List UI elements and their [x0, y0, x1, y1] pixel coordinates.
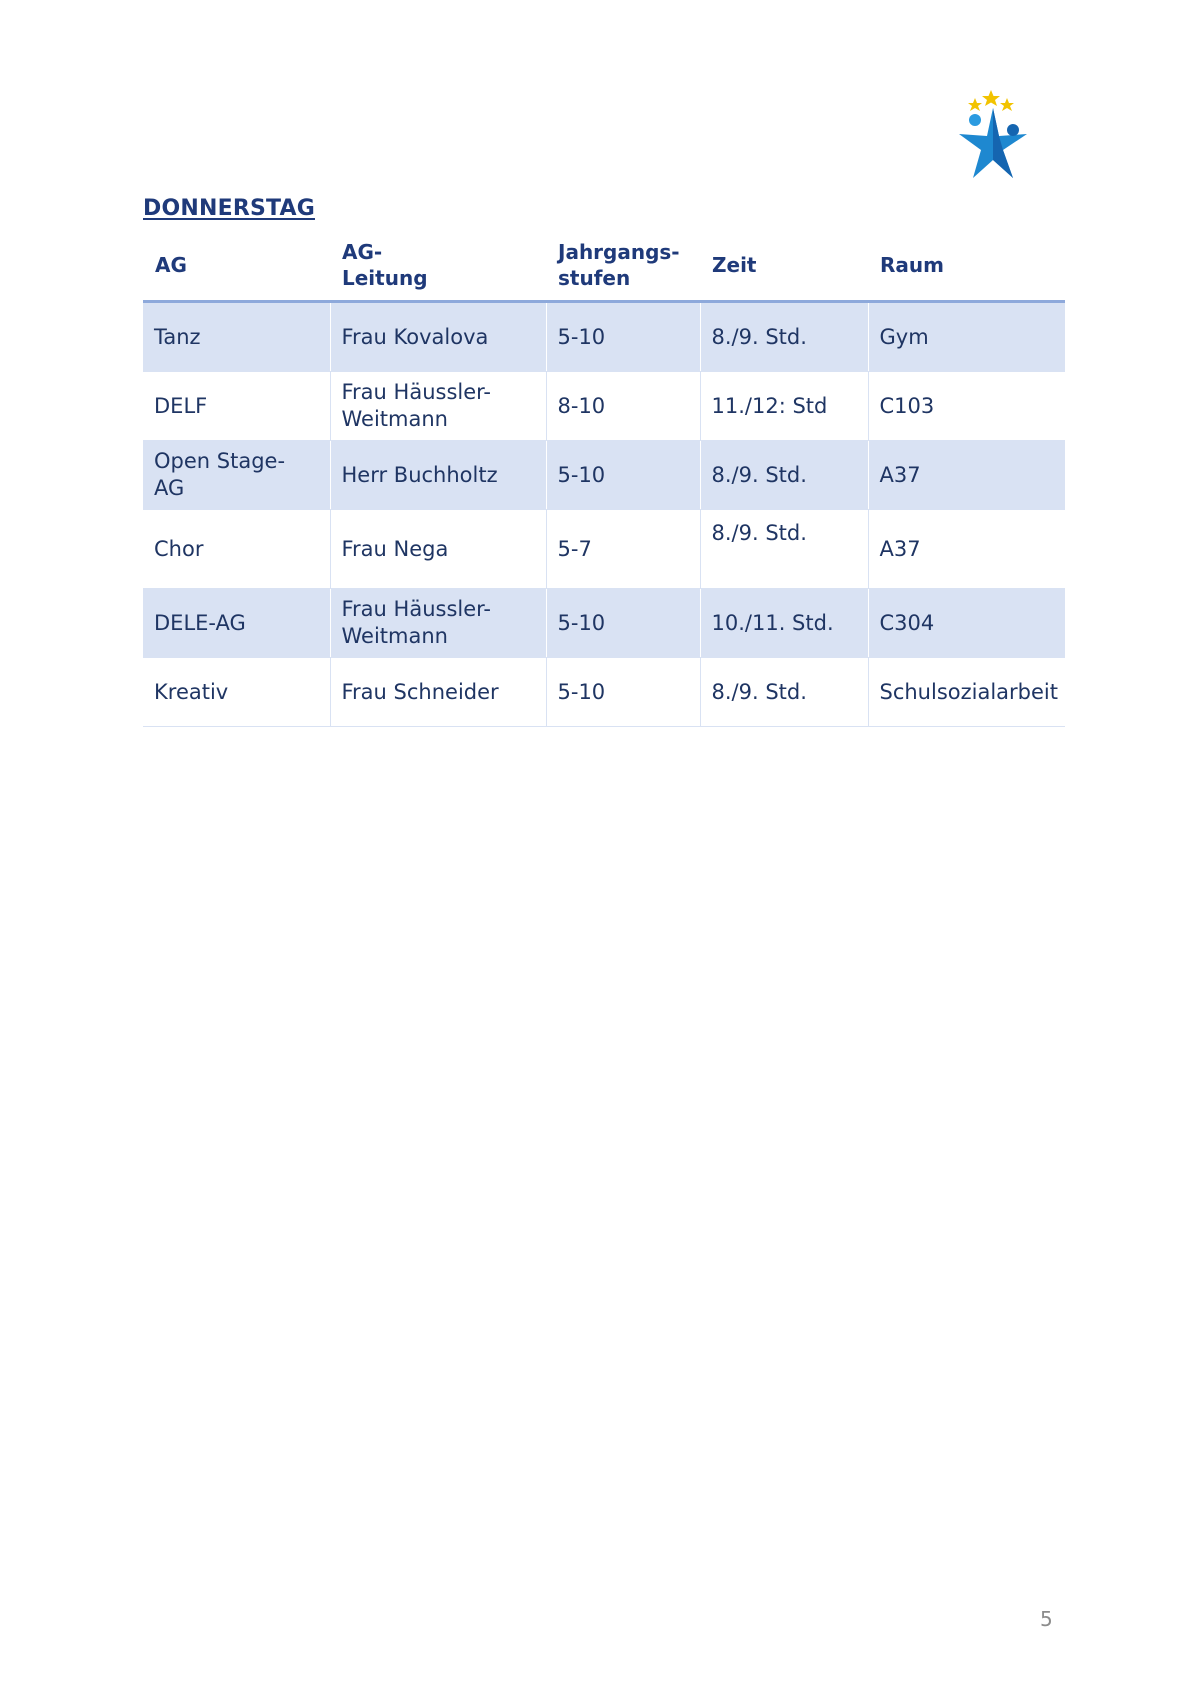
cell-jahrgangsstufen: 5-7	[546, 510, 700, 589]
cell-leitung: Frau Kovalova	[330, 302, 546, 372]
column-header-zeit: Zeit	[700, 230, 868, 302]
cell-leitung: Frau Häussler- Weitmann	[330, 589, 546, 658]
cell-leitung: Frau Nega	[330, 510, 546, 589]
cell-ag: Open Stage- AG	[143, 441, 330, 510]
cell-leitung: Frau Schneider	[330, 658, 546, 727]
cell-ag: DELF	[143, 372, 330, 441]
column-header-leitung: AG- Leitung	[330, 230, 546, 302]
cell-jahrgangsstufen: 5-10	[546, 441, 700, 510]
column-header-jahrgangsstufen: Jahrgangs- stufen	[546, 230, 700, 302]
logo-star-right-icon	[1000, 98, 1014, 111]
cell-raum: C304	[868, 589, 1065, 658]
cell-leitung: Herr Buchholtz	[330, 441, 546, 510]
cell-leitung: Frau Häussler- Weitmann	[330, 372, 546, 441]
column-header-raum: Raum	[868, 230, 1065, 302]
cell-zeit: 10./11. Std.	[700, 589, 868, 658]
page-number: 5	[1040, 1607, 1053, 1631]
cell-jahrgangsstufen: 5-10	[546, 589, 700, 658]
cell-jahrgangsstufen: 5-10	[546, 302, 700, 372]
cell-zeit: 8./9. Std.	[700, 658, 868, 727]
table-row	[143, 510, 1065, 589]
cell-zeit: 11./12: Std	[700, 372, 868, 441]
column-header-ag: AG	[143, 230, 330, 302]
page-title: DONNERSTAG	[143, 196, 315, 221]
table-row	[143, 589, 1065, 658]
cell-ag: Kreativ	[143, 658, 330, 727]
logo-star-center-icon	[982, 90, 1000, 106]
cell-raum: A37	[868, 441, 1065, 510]
table-row	[143, 372, 1065, 441]
cell-jahrgangsstufen: 8-10	[546, 372, 700, 441]
school-logo-icon	[955, 86, 1045, 186]
cell-jahrgangsstufen: 5-10	[546, 658, 700, 727]
table-row	[143, 302, 1065, 372]
cell-zeit: 8./9. Std.	[700, 441, 868, 510]
cell-zeit: 8./9. Std.	[700, 510, 868, 589]
cell-raum: Gym	[868, 302, 1065, 372]
cell-zeit: 8./9. Std.	[700, 302, 868, 372]
cell-raum: A37	[868, 510, 1065, 589]
cell-raum: C103	[868, 372, 1065, 441]
cell-ag: DELE-AG	[143, 589, 330, 658]
table-row	[143, 441, 1065, 510]
cell-ag: Chor	[143, 510, 330, 589]
ag-schedule-table	[143, 230, 1065, 727]
table-row	[143, 658, 1065, 727]
table-header-row	[143, 230, 1065, 302]
cell-ag: Tanz	[143, 302, 330, 372]
cell-raum: Schulsozialarbeit	[868, 658, 1065, 727]
logo-star-left-icon	[968, 98, 982, 111]
